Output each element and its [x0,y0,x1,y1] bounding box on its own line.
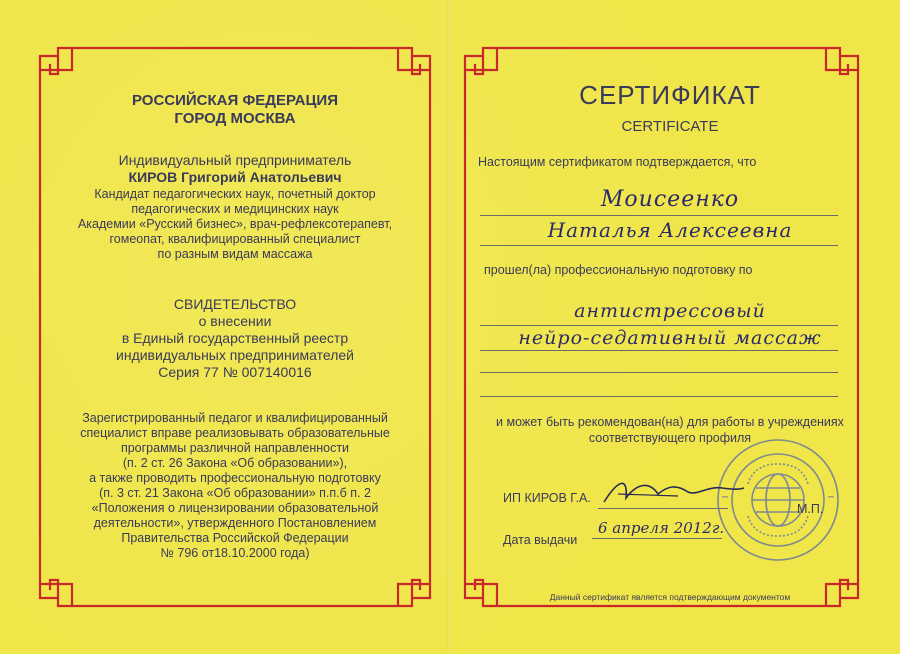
certificate-subtitle: CERTIFICATE [621,118,719,135]
registry-title: СВИДЕТЕЛЬСТВО [173,296,297,312]
registry-line: в Единый государственный реестр [121,330,349,346]
underline [480,215,838,216]
stamp-label: М.П. [797,502,824,516]
recipient-surname: Моисеенко [600,187,740,212]
underline [480,396,838,397]
course-line-1: антистрессовый [574,300,766,322]
underline [480,350,838,351]
city-heading: ГОРОД МОСКВА [174,110,296,127]
entrepreneur-name: КИРОВ Григорий Анатольевич [128,169,342,185]
legal-line: специалист вправе реализовывать образовательные [80,426,390,440]
recommend-line: и может быть рекомендован(на) для работы в учреждениях [496,415,844,429]
legal-line: (п. 3 ст. 21 Закона «Об образовании» п.п.б п. 2 [99,486,371,500]
credentials-line: по разным видам массажа [157,247,313,261]
confirm-text: Настоящим сертификатом подтверждается, что [478,155,757,169]
credentials-line: гомеопат, квалифицированный специалист [109,232,361,246]
registry-line: о внесении [198,313,272,329]
footer-note: Данный сертификат является подтверждающим документом [549,592,791,602]
date-label: Дата выдачи [503,533,578,547]
legal-line: Зарегистрированный педагог и квалифицированный [82,411,388,425]
credentials-line: Академии «Русский бизнес», врач-рефлексотерапевт, [77,217,393,231]
recipient-given-names: Наталья Алексеевна [547,218,793,242]
training-text: прошел(ла) профессиональную подготовку по [484,263,753,277]
course-line-2: нейро-седативный массаж [518,327,822,349]
underline [480,325,838,326]
legal-line: Правительства Российской Федерации [121,531,349,545]
legal-line: № 796 от18.10.2000 года) [160,546,310,560]
registry-line: индивидуальных предпринимателей [116,347,354,363]
legal-line: (п. 2 ст. 26 Закона «Об образовании»), [122,456,348,470]
legal-line: «Положения о лицензировании образовательной [91,501,379,515]
underline [480,372,838,373]
country-heading: РОССИЙСКАЯ ФЕДЕРАЦИЯ [131,92,338,109]
recommend-line: соответствующего профиля [588,431,752,445]
date-line [592,538,722,539]
signature [598,472,748,512]
issuer-label: ИП КИРОВ Г.А. [503,491,591,505]
legal-line: деятельности», утвержденного Постановлением [93,516,377,530]
legal-line: а также проводить профессиональную подготовку [89,471,381,485]
registry-number: Серия 77 № 007140016 [158,364,312,380]
signature-line [598,508,728,509]
legal-line: программы различной направленности [120,441,350,455]
certificate-title: СЕРТИФИКАТ [579,80,761,110]
credentials-line: педагогических и медицинских наук [131,202,339,216]
issue-date: 6 апреля 2012г. [598,519,725,537]
entrepreneur-label: Индивидуальный предприниматель [118,152,352,168]
underline [480,245,838,246]
credentials-line: Кандидат педагогических наук, почетный доктор [94,187,376,201]
